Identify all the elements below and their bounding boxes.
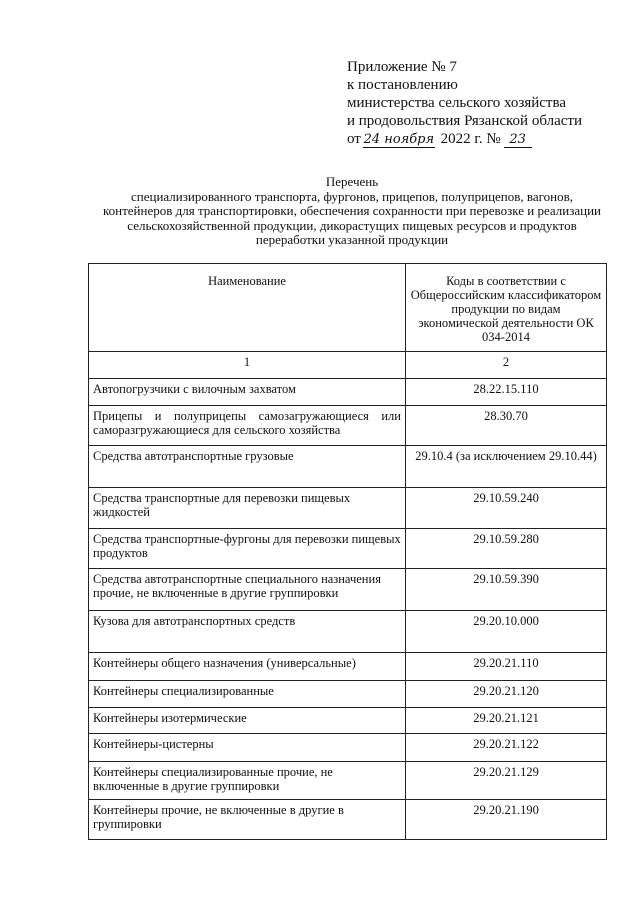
appendix-region: и продовольствия Рязанской области (347, 113, 582, 129)
year-label: 2022 г. № (440, 131, 501, 147)
table-row (89, 708, 607, 734)
table-row (89, 569, 607, 611)
handwritten-date: 24 ноября (363, 132, 435, 147)
header-name-cell: Наименование (89, 264, 406, 352)
appendix-block (347, 58, 632, 148)
table-row (89, 529, 607, 569)
appendix-date-line (347, 130, 632, 148)
row-name: Автопогрузчики с вилочным захватом (89, 379, 406, 406)
appendix-ministry: министерства сельского хозяйства (347, 95, 567, 111)
column-number-2: 2 (406, 352, 607, 379)
handwritten-number: 23 (504, 133, 532, 148)
document-heading (80, 175, 624, 248)
heading-line-4: переработки указанной продукции (255, 232, 449, 247)
table-row (89, 379, 607, 406)
table-row (89, 488, 607, 529)
row-name: Средства транспортные для перевозки пищевых жидкостей (89, 488, 406, 529)
row-code: 29.20.21.120 (406, 681, 607, 708)
heading-line-3: сельскохозяйственной продукции, дикорастущих пищевых ресурсов и продуктов (127, 217, 577, 233)
table-row (89, 446, 607, 488)
row-name: Контейнеры общего назначения (универсальные) (89, 653, 406, 681)
date-prefix: от (347, 131, 361, 147)
table-row (89, 800, 607, 840)
column-number-row (89, 352, 607, 379)
table-row (89, 734, 607, 762)
row-code: 29.20.21.110 (406, 653, 607, 681)
row-name: Прицепы и полуприцепы самозагружающиеся или саморазгружающиеся для сельского хозяйства (89, 406, 406, 446)
row-name: Контейнеры изотермические (89, 708, 406, 734)
row-name: Кузова для автотранспортных средств (89, 611, 406, 653)
row-code: 29.10.59.280 (406, 529, 607, 569)
row-name: Средства автотранспортные специального назначения прочие, не включенные в другие группировки (89, 569, 406, 611)
appendix-number: Приложение № 7 (347, 59, 457, 75)
row-code: 29.10.59.390 (406, 569, 607, 611)
row-code: 29.10.4 (за исключением 29.10.44) (406, 446, 607, 488)
row-code: 29.20.21.129 (406, 762, 607, 800)
row-name: Контейнеры специализированные (89, 681, 406, 708)
row-code: 29.20.10.000 (406, 611, 607, 653)
table-row (89, 653, 607, 681)
heading-title: Перечень (325, 174, 379, 189)
heading-line-1: специализированного транспорта, фургонов, прицепов, полуприцепов, вагонов, (130, 188, 573, 204)
table-row (89, 406, 607, 446)
products-table (88, 263, 607, 840)
row-name: Средства автотранспортные грузовые (89, 446, 406, 488)
column-number-1: 1 (89, 352, 406, 379)
row-code: 29.20.21.121 (406, 708, 607, 734)
row-code: 29.20.21.122 (406, 734, 607, 762)
table-row (89, 762, 607, 800)
header-code-cell: Коды в соответствии с Общероссийским классификатором продукции по видам экономической деятельности ОК 034-2014 (406, 264, 607, 352)
row-name: Контейнеры прочие, не включенные в другие в группировки (89, 800, 406, 840)
row-name: Контейнеры-цистерны (89, 734, 406, 762)
row-name: Средства транспортные-фургоны для перевозки пищевых продуктов (89, 529, 406, 569)
table-header-row (89, 264, 607, 352)
table-row (89, 681, 607, 708)
heading-line-2: контейнеров для транспортировки, обеспечения сохранности при перевозке и реализации (102, 203, 601, 218)
row-code: 29.20.21.190 (406, 800, 607, 840)
table-row (89, 611, 607, 653)
row-code: 29.10.59.240 (406, 488, 607, 529)
row-code: 28.22.15.110 (406, 379, 607, 406)
row-code: 28.30.70 (406, 406, 607, 446)
row-name: Контейнеры специализированные прочие, не включенные в другие группировки (89, 762, 406, 800)
appendix-ref: к постановлению (347, 77, 458, 93)
